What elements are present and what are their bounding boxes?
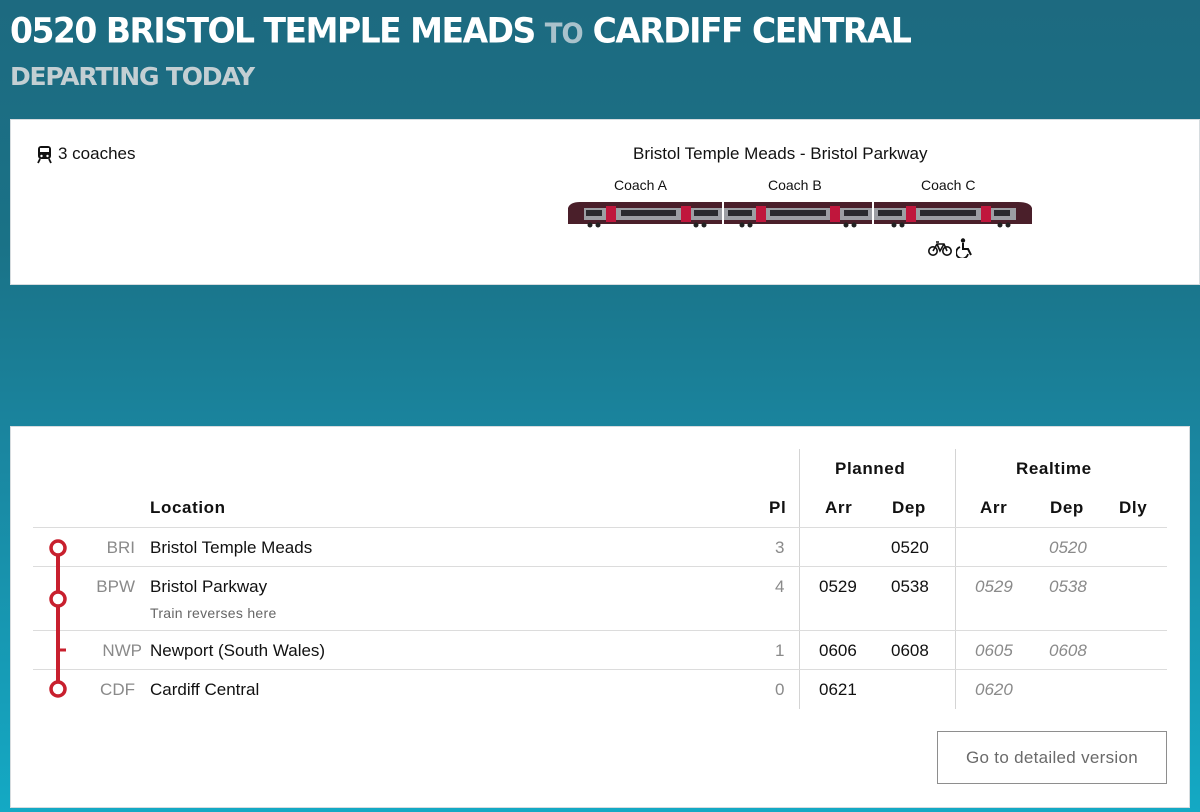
row-divider (33, 669, 1167, 670)
bicycle-icon (928, 240, 952, 256)
realtime-arr: 0620 (975, 680, 1013, 699)
stop-name[interactable]: Bristol Parkway (150, 577, 268, 596)
stop-name[interactable]: Newport (South Wales) (150, 641, 326, 660)
header-rule (33, 527, 1167, 528)
header-planned-arr: Arr (825, 498, 853, 517)
stop-platform: 4 (775, 577, 785, 596)
stop-note: Train reverses here (150, 605, 277, 621)
title-time: 0520 (10, 10, 96, 51)
stop-marker-cdf (51, 682, 65, 696)
page-subtitle: DEPARTING TODAY (10, 62, 254, 91)
title-destination: CARDIFF CENTRAL (592, 10, 911, 51)
header-platform: Pl (769, 498, 787, 517)
realtime-dep: 0538 (1049, 577, 1087, 596)
realtime-dep: 0520 (1049, 538, 1087, 557)
coach-label-a: Coach A (614, 177, 667, 193)
detailed-version-button[interactable]: Go to detailed version (937, 731, 1167, 784)
coach-c-amenities (928, 238, 974, 258)
stop-crs: BRI (106, 538, 135, 557)
planned-dep: 0538 (891, 577, 929, 596)
title-origin: BRISTOL TEMPLE MEADS (105, 10, 535, 51)
column-divider-planned (799, 449, 800, 709)
stop-marker-bri (51, 541, 65, 555)
header-realtime: Realtime (1016, 459, 1092, 478)
realtime-arr: 0605 (975, 641, 1013, 660)
planned-arr: 0621 (819, 680, 857, 699)
column-divider-realtime (955, 449, 956, 709)
stop-crs: BPW (96, 577, 135, 596)
planned-arr: 0529 (819, 577, 857, 596)
formation-card (10, 119, 1200, 285)
stop-platform: 3 (775, 538, 785, 557)
header-location: Location (150, 498, 226, 517)
stop-crs: NWP (102, 641, 142, 660)
route-line-graphic (11, 427, 91, 717)
stop-platform: 1 (775, 641, 785, 660)
planned-dep: 0608 (891, 641, 929, 660)
train-icon (36, 145, 53, 164)
header-realtime-dep: Dep (1050, 498, 1084, 517)
header-realtime-arr: Arr (980, 498, 1008, 517)
coach-count-label: 3 coaches (58, 144, 136, 163)
row-divider (33, 566, 1167, 567)
calling-points-card (10, 426, 1190, 808)
stop-marker-bpw (51, 592, 65, 606)
formation-section: Bristol Temple Meads - Bristol Parkway (633, 144, 928, 163)
coach-count (36, 144, 136, 164)
stop-crs: CDF (100, 680, 135, 699)
wheelchair-icon (956, 238, 974, 258)
header-delay: Dly (1119, 498, 1148, 517)
stop-name[interactable]: Cardiff Central (150, 680, 260, 699)
header-planned: Planned (835, 459, 906, 478)
realtime-dep: 0608 (1049, 641, 1087, 660)
page-title (10, 10, 910, 51)
coach-a-graphic (568, 202, 722, 224)
train-formation-graphic (566, 200, 1034, 228)
coach-label-c: Coach C (921, 177, 976, 193)
title-to-word: TO (544, 18, 583, 50)
stop-name[interactable]: Bristol Temple Meads (150, 538, 313, 557)
planned-dep: 0520 (891, 538, 929, 557)
coach-label-b: Coach B (768, 177, 822, 193)
realtime-arr: 0529 (975, 577, 1013, 596)
stop-platform: 0 (775, 680, 785, 699)
coach-c-graphic (874, 202, 1032, 224)
row-divider (33, 630, 1167, 631)
header-planned-dep: Dep (892, 498, 926, 517)
planned-arr: 0606 (819, 641, 857, 660)
coach-b-graphic (724, 202, 872, 224)
